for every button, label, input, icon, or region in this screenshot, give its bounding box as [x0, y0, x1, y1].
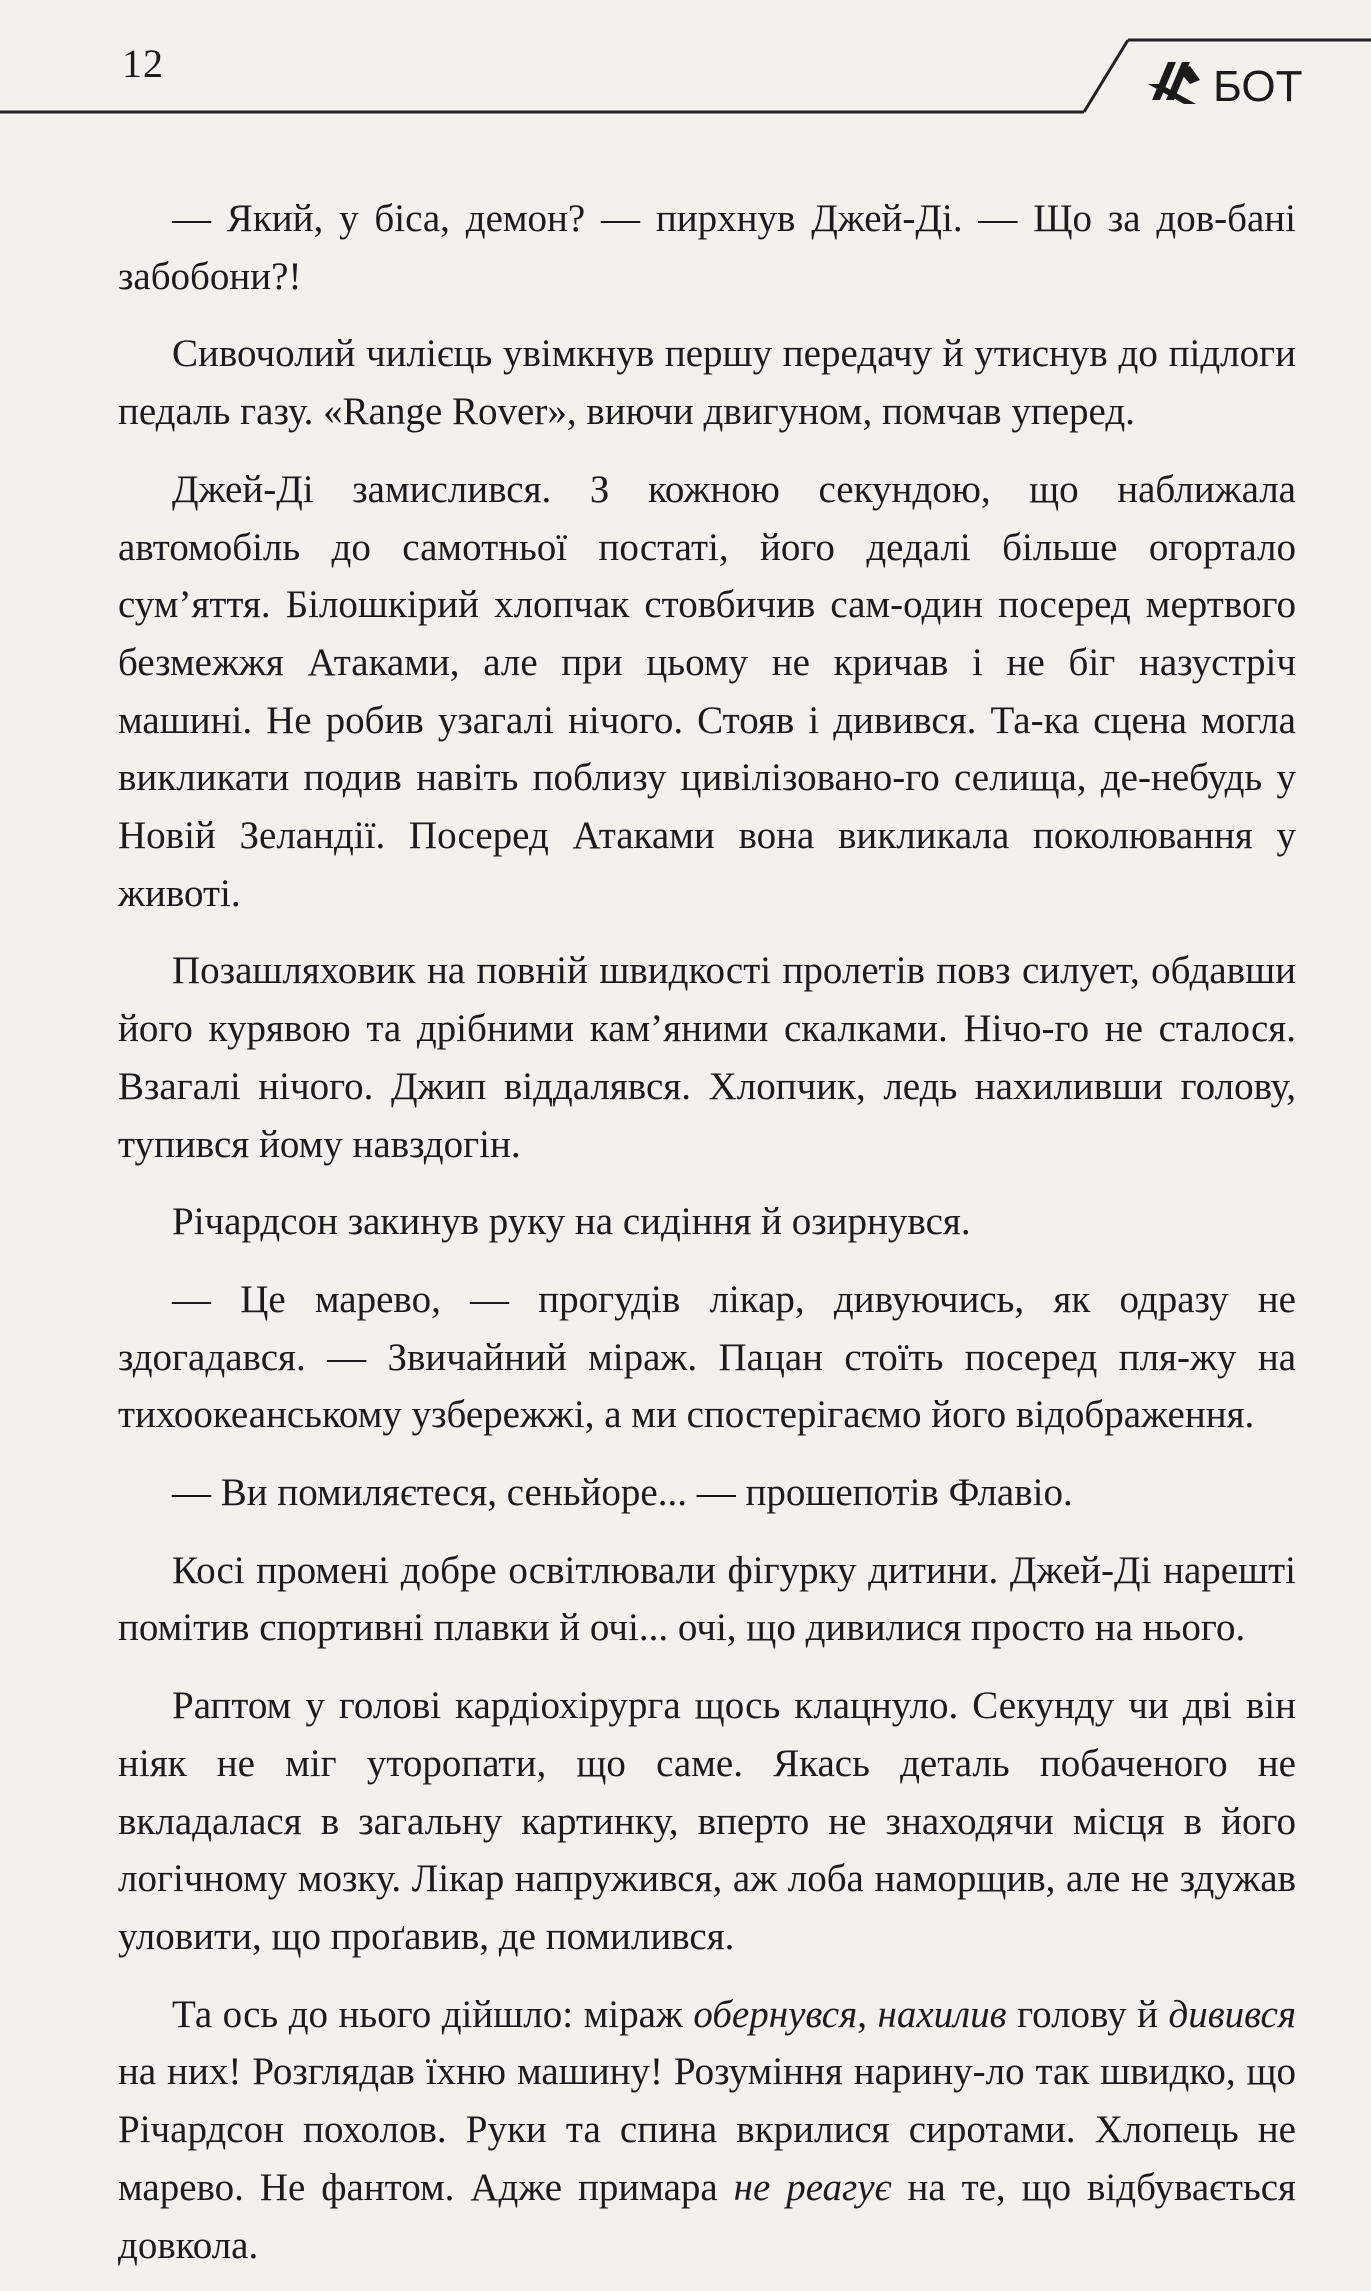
paragraph-5: Річардсон закинув руку на сидіння й озирнувся. [172, 1200, 971, 1244]
paragraph-9: Раптом у голові кардіохірурга щось клацнуло. Секунду чи дві він ніяк не міг уторопати, що саме. Якась деталь побаченого не вкладалася в загальну картинку, вперто не знаходячи місця в його логічному мозку. Лікар напружився, аж лоба наморщив, але не здужав уловити, що проґавив, де помилився. [118, 1684, 1296, 1958]
paragraph-10 [118, 1986, 1296, 2275]
body-text [118, 190, 1296, 2274]
p10-italic-4: не реагує [733, 2165, 892, 2209]
p10-text-3: голову й [1006, 1992, 1169, 2036]
p10-italic-1: обернувся [693, 1992, 858, 2036]
page-number: 12 [122, 41, 164, 86]
running-title: БОТ [1213, 62, 1303, 111]
paragraph-6: — Це марево, — прогудів лікар, дивуючись, як одразу не здогадався. — Звичайний міраж. Пацан стоїть посеред пля-жу на тихоокеанському узбережжі, а ми спостерігаємо його відображення. [118, 1277, 1296, 1437]
paragraph-4: Позашляховик на повній швидкості пролетів повз силует, обдавши його курявою та дрібними кам’яними скалками. Нічо-го не сталося. Взагалі нічого. Джип віддалявся. Хлопчик, ледь нахиливши голову, тупився йому навздогін. [118, 949, 1296, 1166]
p10-text-2: , [857, 1992, 878, 2036]
p10-text-4: на них! Розглядав їхню машину! Розуміння нарину-ло так швидко, що Річардсон похолов. Руки та спина вкрилися сиротами. Хлопець не марево. Не фантом. Адже примара [118, 2050, 1296, 2209]
p10-text-5: на те, що відбувається довкола. [118, 2165, 1296, 2267]
paragraph-3: Джей-Ді замислився. З кожною секундою, що наближала автомобіль до самотньої постаті, його дедалі більше огортало сум’яття. Білошкірий хлопчак стовбичив сам-один посеред мертвого безмежжя Атаками, але при цьому не кричав і не біг назустріч машині. Не робив узагалі нічого. Стояв і дивився. Та-ка сцена могла викликати подив навіть поблизу цивілізовано-го селища, де-небудь у Новій Зеландії. Посеред Атаками вона викликала поколювання у животі. [118, 467, 1296, 915]
p10-italic-3: дивився [1168, 1992, 1296, 2036]
paragraph-7: — Ви помиляєтеся, сеньйоре... — прошепотів Флавіо. [172, 1471, 1073, 1515]
paragraph-2: Сивочолий чилієць увімкнув першу передачу й утиснув до підлоги педаль газу. «Range Rover», виючи двигуном, помчав уперед. [118, 332, 1296, 434]
page-header [0, 0, 1371, 130]
header-rule [0, 0, 1371, 130]
p10-text-1: Та ось до нього дійшло: міраж [172, 1992, 694, 2036]
paragraph-8: Косі промені добре освітлювали фігурку дитини. Джей-Ді нарешті помітив спортивні плавки й очі... очі, що дивилися просто на нього. [118, 1548, 1296, 1650]
p10-italic-2: нахилив [877, 1992, 1007, 2036]
paragraph-1: — Який, у біса, демон? — пирхнув Джей-Ді. — Що за дов-бані забобони?! [118, 197, 1296, 298]
bot-logo-icon [1148, 62, 1200, 104]
